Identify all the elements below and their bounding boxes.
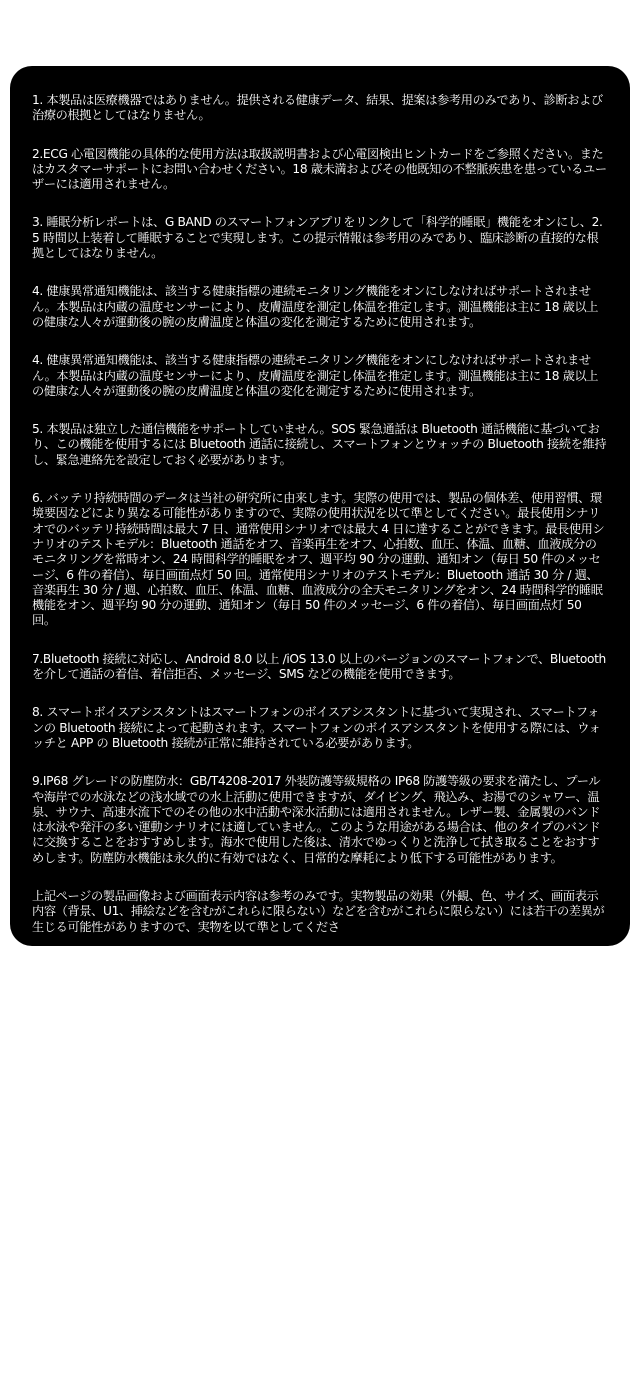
note-battery-life: 6. バッテリ持続時間のデータは当社の研究所に由来します。実際の使用では、製品の個体差、使用習慣、環境要因などにより異なる可能性がありますので、実際の使用状況を以て準としてください。最長使用シナリオでのバッテリ持続時間は最大 7 日、通常使用シナリオでは最大 4 日に達することができます。最長使用シナリオのテストモデル：Bluetooth 通話をオフ、音楽再生をオフ、心拍数、血圧、体温、血糖、血液成分のモニタリングを常時オン、24 時間科学的睡眠をオフ、週平均 90 分の運動、通知オン（毎日 50 件のメッセージ、6 件の着信）、毎日画面点灯 50 回。通常使用シナリオのテストモデル：Bluetooth 通話 30 分 / 週、音楽再生 30 分 / 週、心拍数、血圧、体温、血糖、血液成分の全天モニタリングをオン、24 時間科学的睡眠機能をオン、週平均 90 分の運動、通知オン（毎日 50 件のメッセージ、6 件の着信）、毎日画面点灯 50 回。 bbox=[32, 491, 605, 628]
note-bluetooth-calls: 7.Bluetooth 接続に対応し、Android 8.0 以上 /iOS 13.0 以上のバージョンのスマートフォンで、Bluetooth を介して通話の着信、着信拒否、メッセージ、SMS などの機能を使用できます。 bbox=[32, 651, 606, 682]
note-ecg: 2.ECG 心電図機能の具体的な使用方法は取扱説明書および心電図検出ヒントカードをご参照ください。またはカスタマーサポートにお問い合わせください。18 歳未満およびその他既知の不整脈疾患を患っているユーザーには適用されません。 bbox=[32, 146, 607, 192]
note-content-updates: できる限り正確な製品情報、仕様パラメータ、製品特性を提供するため、当社は上記ページの文章表現、画像効果などの内容をリアルタイムで調整・修正することがあり、実際の製品の性能、仕様、指数、部品などの情報と一致させるよう努めます。製品のロットや生産供給要因などがリアルタイムで変化するため、上記の修正・調整が必要な場合、特別な通知は行いません。 bbox=[32, 1042, 599, 1102]
note-product-images: 上記ページの製品画像および画面表示内容は参考のみです。実物製品の効果（外観、色、サイズ、画面表示内容（背景、U1、挿絵などを含むがこれらに限らない）などを含むがこれらに限らない）には若干の差異が生じる可能性がありますので、実物を以て準としてくださ bbox=[32, 888, 605, 934]
note-health-alert-repeat: 4. 健康異常通知機能は、該当する健康指標の連続モニタリング機能をオンにしなければサポートされません。本製品は内蔵の温度センサーにより、皮膚温度を測定し体温を推定します。測温機能は主に 18 歳以上の健康な人々が運動後の腕の皮膚温度と体温の変化を測定するために使用されます。 bbox=[32, 353, 599, 398]
note-ip68-waterproof: 9.IP68 グレードの防塵防水：GB/T4208-2017 外装防護等級規格の IP68 防護等級の要求を満たし、プールや海岸での水泳などの浅水域での水上活動に使用できますが、ダイビング、飛込み、お湯でのシャワー、温泉、サウナ、高速水流下でのその他の水中活動や深水活動には適用されません。レザー製、金属製のバンドは水泳や発汗の多い運動シナリオには適していません。このような用途がある場合は、他のタイプのバンドに交換することをおすすめします。海水で使用した後は、清水でゆっくりと洗浄して拭き取ることをおすすめします。防塵防水機能は永久的に有効ではなく、日常的な摩耗により低下する可能性があります。 bbox=[32, 774, 601, 865]
note-medical-device: 1. 本製品は医療機器ではありません。提供される健康データ、結果、提案は参考用のみであり、診断および治療の根拠としてはなりません。 bbox=[32, 93, 603, 123]
note-theoretical-data: 上記ページのデータは理論値であり、いずれも当社内部の研究所において特定のテスト環境下で得られたものです（各項目の具体的な説明をご参照ください）。実際の使用では、製品の個体差、ソフトウェアバージョン、使用条件、環境要因などにより若干の差異が生じる可能性がありますので、実際の使用状況を以て準としてください bbox=[32, 957, 604, 1018]
note-health-alert: 4. 健康異常通知機能は、該当する健康指標の連続モニタリング機能をオンにしなければサポートされません。本製品は内蔵の温度センサーにより、皮膚温度を測定し体温を推定します。測温機能は主に 18 歳以上の健康な人々が運動後の腕の皮膚温度と体温の変化を測定するために使用されます。 bbox=[32, 284, 599, 329]
disclaimer-panel bbox=[10, 66, 630, 1102]
note-sos-call: 5. 本製品は独立した通信機能をサポートしていません。SOS 緊急通話は Bluetooth 通話機能に基づいており、この機能を使用するには Bluetooth 通話に接続し、スマートフォンとウォッチの Bluetooth 接続を維持し、緊急連絡先を設定しておく必要があります。 bbox=[32, 422, 607, 467]
note-voice-assistant: 8. スマートボイスアシスタントはスマートフォンのボイスアシスタントに基づいて実現され、スマートフォンの Bluetooth 接続によって起動されます。スマートフォンのボイスアシスタントを使用する際には、ウォッチと APP の Bluetooth 接続が正常に維持されている必要があります。 bbox=[32, 705, 601, 750]
note-sleep-analysis: 3. 睡眠分析レポートは、G BAND のスマートフォンアプリをリンクして「科学的睡眠」機能をオンにし、2.5 時間以上装着して睡眠することで実現します。この提示情報は参考用のみであり、臨床診断の直接的な根拠としてはなりません。 bbox=[32, 215, 603, 261]
